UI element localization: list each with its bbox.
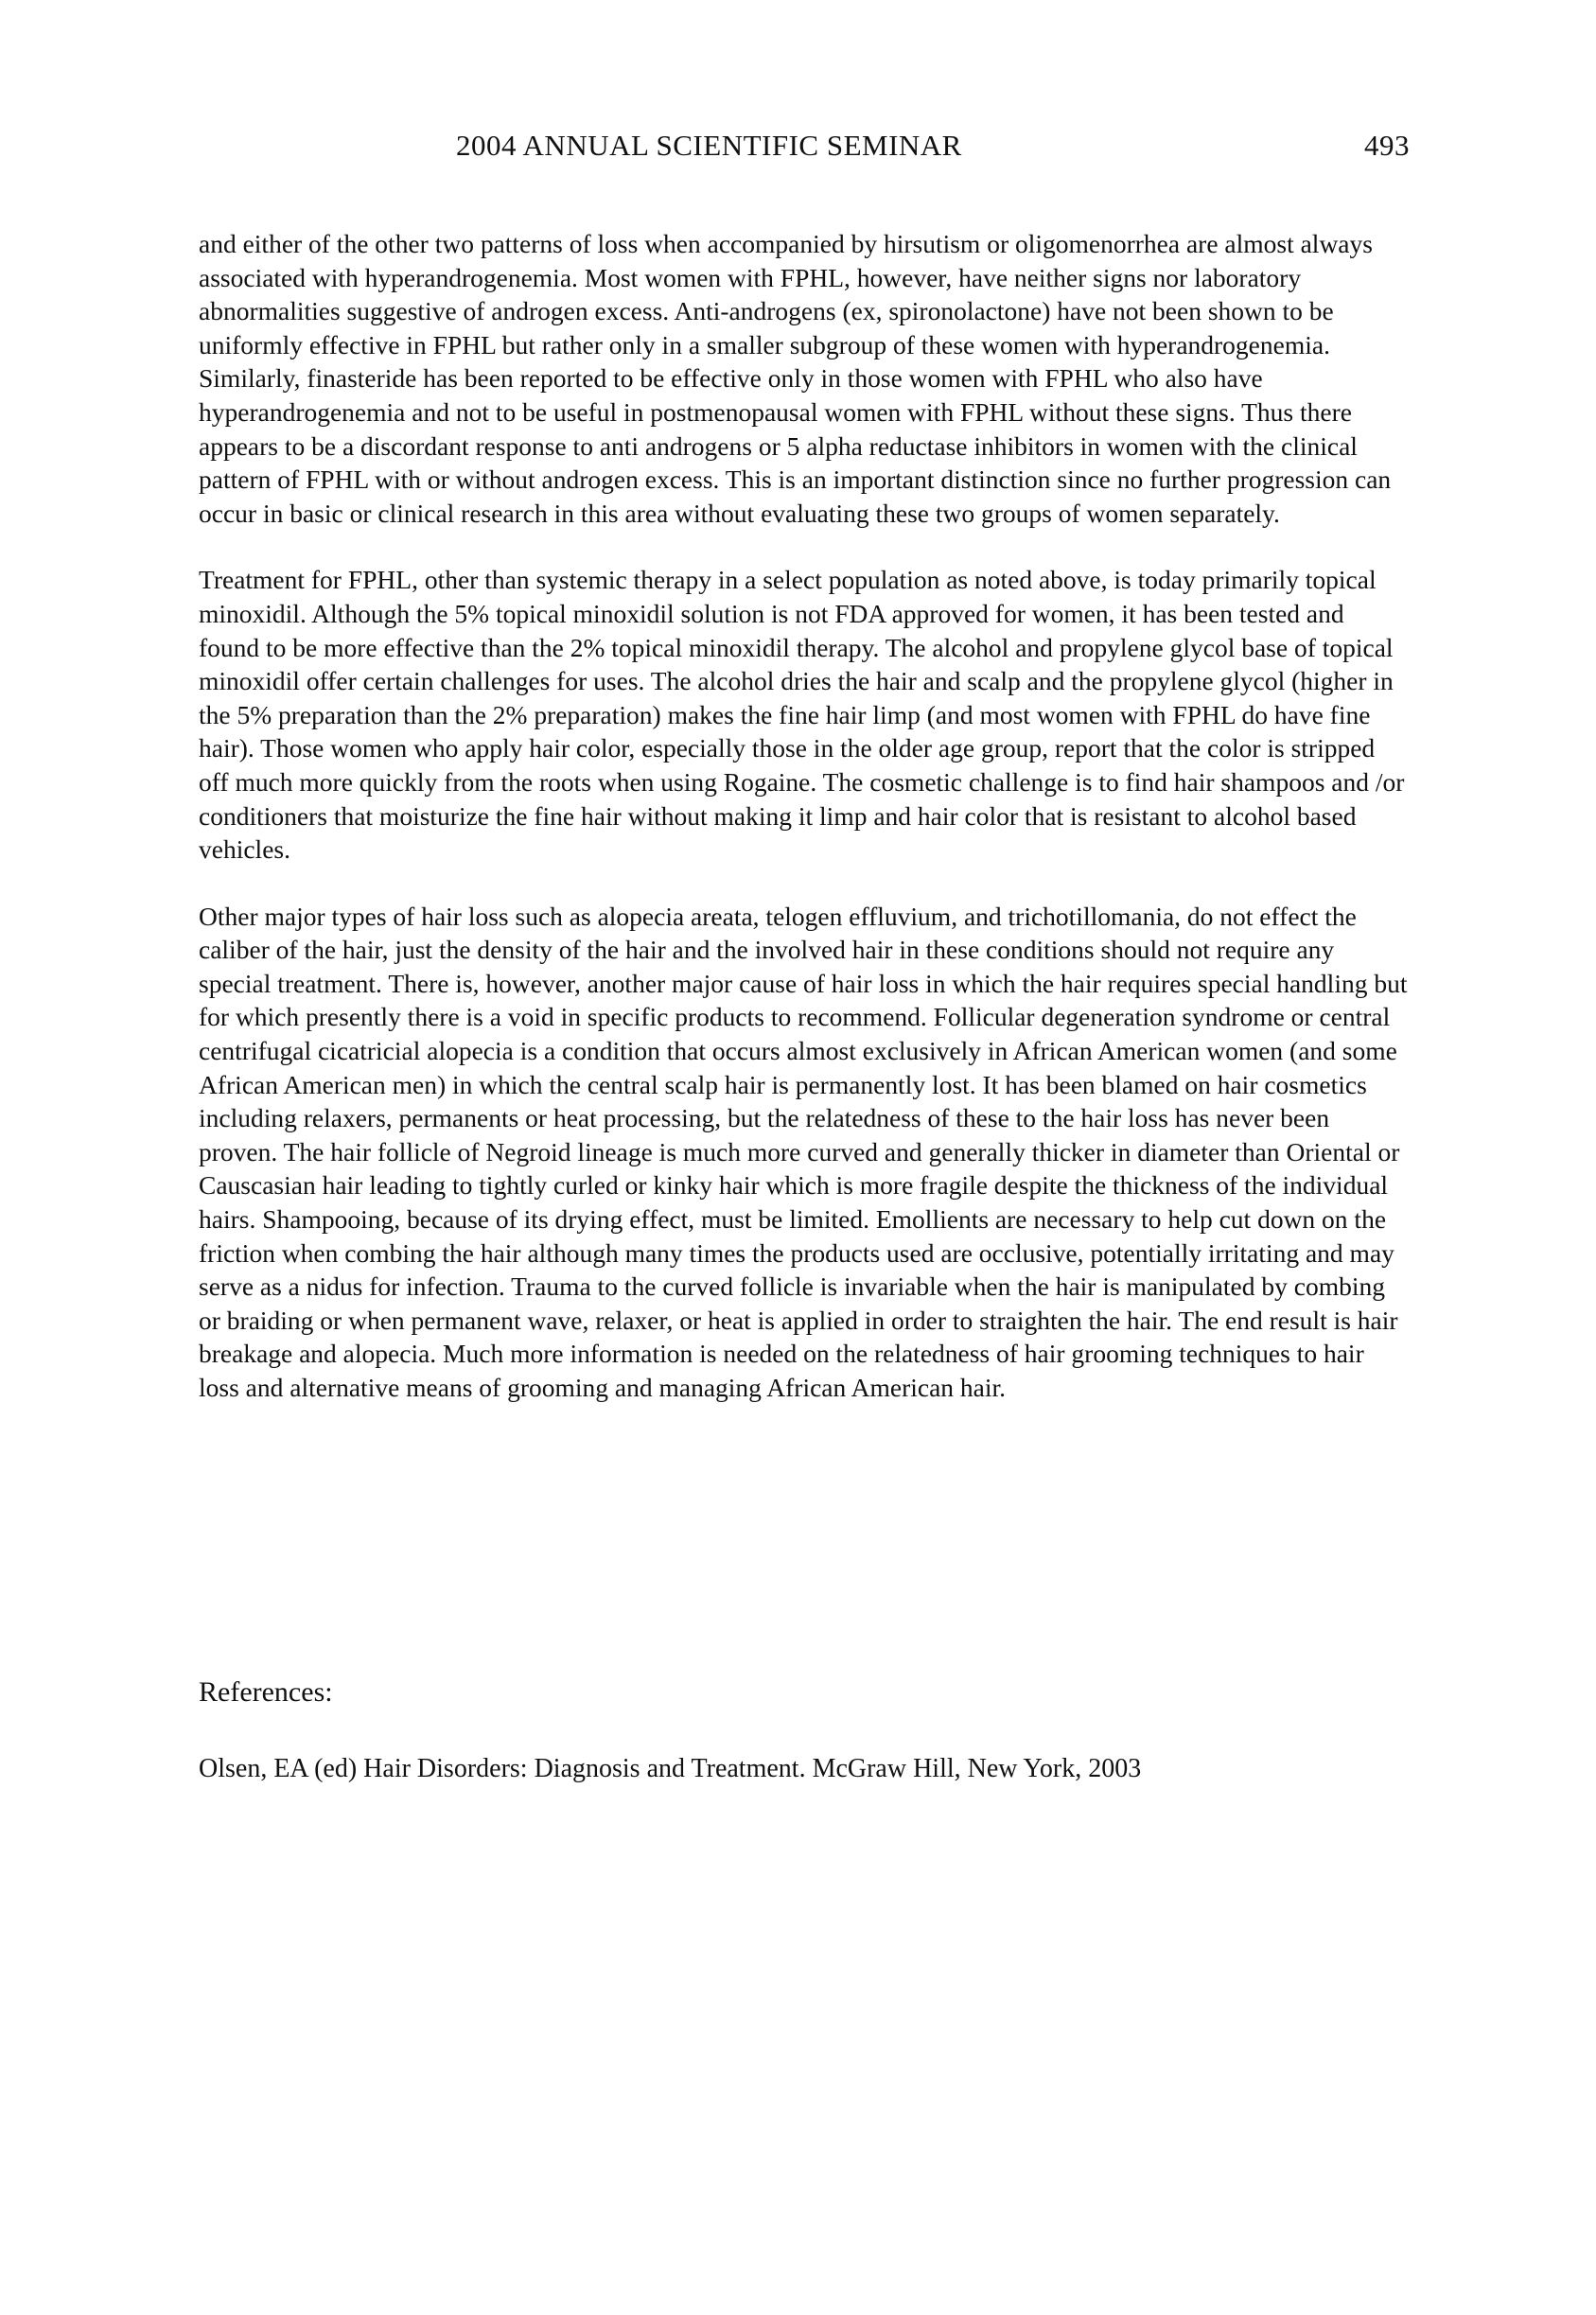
references-heading: References: (199, 1676, 333, 1708)
paragraph-topical-minoxidil: Treatment for FPHL, other than systemic therapy in a select population as noted above, is today primarily topical minoxidil. Although the 5% topical minoxidil solution is not FDA approved for women, it has been tested and found to be more effective than the 2% topical minoxidil therapy. The alcohol and propylene glycol base of topical minoxidil offer certain challenges for uses. The alcohol dries the hair and scalp and the propylene glycol (higher in the 5% preparation than the 2% preparation) makes the fine hair limp (and most women with FPHL do have fine hair). Those women who apply hair color, especially those in the older age group, report that the color is stripped off much more quickly from the roots when using Rogaine. The cosmetic challenge is to find hair shampoos and /or conditioners that moisturize the fine hair without making it limp and hair color that is resistant to alcohol based vehicles. (199, 565, 1405, 865)
paragraph-androgen-excess: and either of the other two patterns of loss when accompanied by hirsutism or oligomenorrhea are almost always associated with hyperandrogenemia. Most women with FPHL, however, have neither signs nor laboratory abnormalities suggestive of androgen excess. Anti-androgens (ex, spironolactone) have not been shown to be uniformly effective in FPHL but rather only in a smaller subgroup of these women with hyperandrogenemia. Similarly, finasteride has been reported to be effective only in those women with FPHL who also have hyperandrogenemia and not to be useful in postmenopausal women with FPHL without these signs. Thus there appears to be a discordant response to anti androgens or 5 alpha reductase inhibitors in women with the clinical pattern of FPHL with or without androgen excess. This is an important distinction since no further progression can occur in basic or clinical research in this area without evaluating these two groups of women separately. (199, 229, 1392, 528)
paragraph-other-hair-loss: Other major types of hair loss such as alopecia areata, telogen effluvium, and trichotillomania, do not effect the caliber of the hair, just the density of the hair and the involved hair in these conditions should not require any special treatment. There is, however, another major cause of hair loss in which the hair requires special handling but for which presently there is a void in specific products to recommend. Follicular degeneration syndrome or central centrifugal cicatricial alopecia is a condition that occurs almost exclusively in African American women (and some African American men) in which the central scalp hair is permanently lost. It has been blamed on hair cosmetics including relaxers, permanents or heat processing, but the relatedness of these to the hair loss has never been proven. The hair follicle of Negroid lineage is much more curved and generally thicker in diameter than Oriental or Causcasian hair leading to tightly curled or kinky hair which is more fragile despite the thickness of the individual hairs. Shampooing, because of its drying effect, must be limited. Emollients are necessary to help cut down on the friction when combing the hair although many times the products used are occlusive, potentially irritating and may serve as a nidus for infection. Trauma to the curved follicle is invariable when the hair is manipulated by combing or braiding or when permanent wave, relaxer, or heat is applied in order to straighten the hair. The end result is hair breakage and alopecia. Much more information is needed on the relatedness of hair grooming techniques to hair loss and alternative means of grooming and managing African American hair. (199, 901, 1408, 1402)
reference-item: Olsen, EA (ed) Hair Disorders: Diagnosis and Treatment. McGraw Hill, New York, 2003 (199, 1754, 1142, 1783)
running-header (199, 129, 1410, 170)
page-number: 493 (1364, 129, 1410, 162)
references-section (199, 1676, 1410, 1784)
running-title: 2004 ANNUAL SCIENTIFIC SEMINAR (456, 129, 962, 162)
body-text (199, 227, 1410, 1438)
